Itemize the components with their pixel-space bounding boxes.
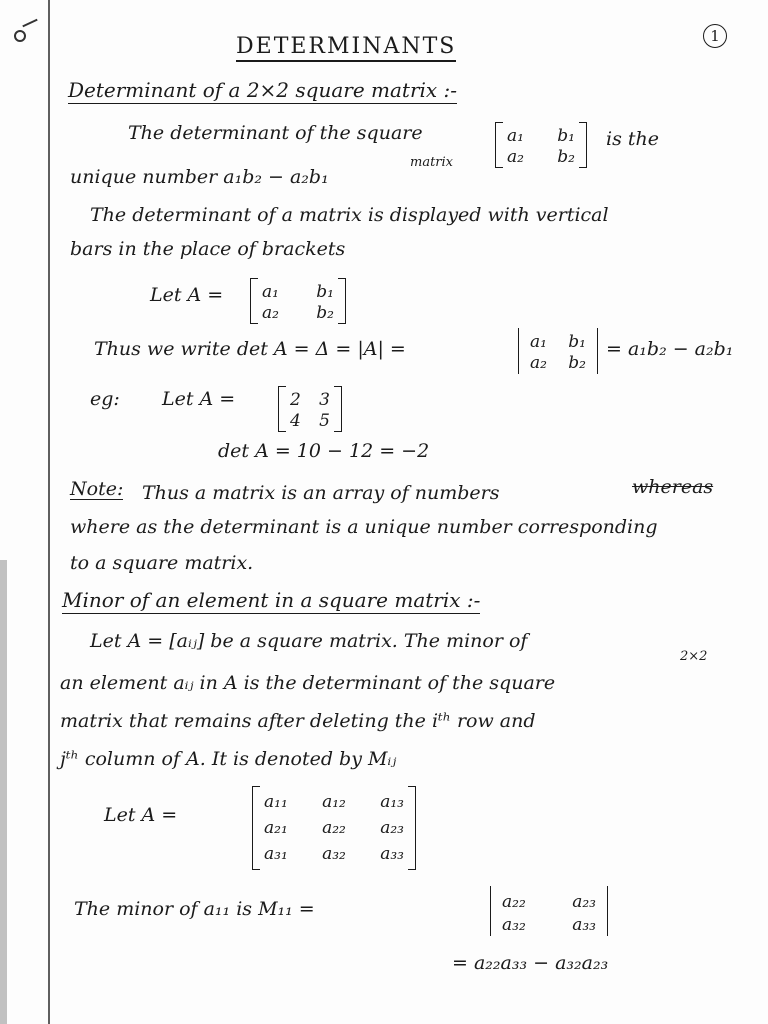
matrix-cell: a₁₁ (264, 792, 288, 812)
eg-label: eg: (90, 388, 120, 410)
matrix-cell: a₃₂ (322, 844, 346, 864)
note-line1: Thus a matrix is an array of numbers (142, 482, 500, 504)
matrix-cell: a₃₃ (380, 844, 404, 864)
matrix-cell: b₁ (568, 332, 586, 352)
matrix-cell: a₂₂ (322, 818, 346, 838)
matrix-cell: b₁ (316, 282, 334, 302)
matrix-cell: a₃₁ (264, 844, 288, 864)
matrix-cell: b₂ (568, 353, 586, 373)
matrix-cell: a₁₂ (322, 792, 346, 812)
note-line3: to a square matrix. (70, 552, 254, 574)
note-struck-word: whereas (632, 476, 714, 498)
margin-line (48, 0, 50, 1024)
section-heading-2x2: Determinant of a 2×2 square matrix :- (68, 78, 458, 102)
matrix-cell: a₂₁ (264, 818, 288, 838)
matrix-a-generic (250, 278, 346, 324)
para2-line2: bars in the place of brackets (70, 238, 346, 260)
minor-result: = a₂₂a₃₃ − a₃₂a₂₃ (452, 952, 609, 974)
matrix-cell: 2 (290, 390, 301, 410)
matrix-cell: a₁ (507, 126, 524, 146)
matrix-cell: a₃₂ (502, 915, 526, 935)
binder-mark (22, 19, 37, 28)
para1-text: The determinant of the square (128, 122, 423, 144)
matrix-cell: b₁ (557, 126, 575, 146)
minor-def-line1: Let A = [aᵢⱼ] be a square matrix. The minor of (90, 630, 528, 652)
matrix-cell: b₂ (557, 147, 575, 167)
matrix-cell: a₁ (530, 332, 547, 352)
example-result: det A = 10 − 12 = −2 (218, 440, 430, 462)
matrix-cell: a₃₃ (572, 915, 596, 935)
matrix-cell: a₂ (262, 303, 279, 323)
let-a-3x3-label: Let A = (104, 804, 178, 826)
note-label: Note: (70, 478, 124, 500)
minor-insert-note: 2×2 (680, 649, 708, 664)
para1-tail: is the (606, 128, 659, 150)
matrix-cell: a₂ (507, 147, 524, 167)
minor-a11-text: The minor of a₁₁ is M₁₁ = (74, 898, 315, 920)
matrix-cell: a₂₃ (380, 818, 404, 838)
page-number: 1 (703, 24, 727, 48)
matrix-cell: a₂ (530, 353, 547, 373)
matrix-cell: 4 (290, 411, 301, 431)
minor-determinant (490, 886, 608, 936)
minor-def-line4: jᵗʰ column of A. It is denoted by Mᵢⱼ (60, 748, 397, 770)
note-line2: where as the determinant is a unique number corresponding (70, 516, 658, 538)
matrix-cell: a₂₃ (572, 892, 596, 912)
matrix-cell: b₂ (316, 303, 334, 323)
para1-subnote: matrix (410, 155, 454, 170)
matrix-cell: a₁₃ (380, 792, 404, 812)
example-matrix (278, 386, 342, 432)
let-a-label: Let A = (150, 284, 224, 306)
thus-write-text: Thus we write det A = Δ = |A| = (94, 338, 406, 360)
para1-line2: unique number a₁b₂ − a₂b₁ (70, 166, 329, 188)
matrix-2x2-generic (495, 122, 587, 168)
thus-result: = a₁b₂ − a₂b₁ (606, 338, 734, 360)
minor-def-line3: matrix that remains after deleting the iᵗʰ row and (60, 710, 536, 732)
minor-def-line2: an element aᵢⱼ in A is the determinant of the square (60, 672, 556, 694)
para2-line1: The determinant of a matrix is displayed with vertical (90, 204, 609, 226)
page-title: DETERMINANTS (236, 36, 456, 62)
matrix-cell: 5 (319, 411, 330, 431)
matrix-cell: a₁ (262, 282, 279, 302)
matrix-cell: 3 (319, 390, 330, 410)
matrix-cell: a₂₂ (502, 892, 526, 912)
matrix-3x3 (252, 786, 416, 870)
binder-hole-icon (14, 30, 26, 42)
eg-let-label: Let A = (162, 388, 236, 410)
page-edge-shadow (0, 560, 7, 1024)
section-heading-minor: Minor of an element in a square matrix :- (62, 588, 481, 612)
determinant-bars (518, 328, 598, 374)
